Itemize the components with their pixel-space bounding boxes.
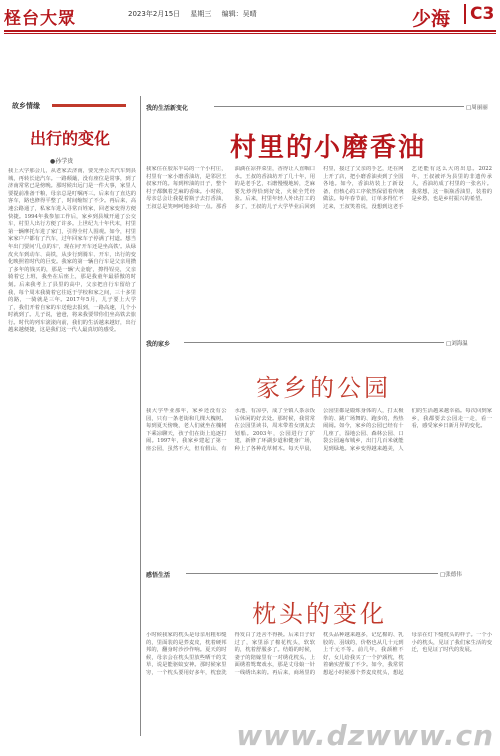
left-article-title: 出行的变化 — [30, 129, 111, 148]
bottom-story-body: 小时候我家的枕头是母亲用粗布缝的，里面装的是荞麦皮，枕着硬邦邦的，翻身时沙沙作响。夏天的时候，母亲会在枕头里放些晒干的艾草，说是能驱蚊安神。那时候家里穷，一个枕头要用好多年，枕套洗得发白了还舍不得换。后来日子好过了，家里添了棉花枕头，软软的，枕着舒服多了。结婚的时候，妻子的陪嫁里有一对绣花枕头，上面绣着鸳鸯戏水，那是丈母娘一针一线绣出来的。再后来，商场里的枕头品种越来越多，记忆棉的、乳胶的、羽绒的，价格也从几十元到上千元不等。前几年，我颈椎不好，女儿给我买了一个护颈枕，枕着确实舒服了不少。如今，我常常想起小时候那个荞麦皮枕头，想起母亲在灯下缝枕头的样子。一个小小的枕头，见证了我们家生活的变迁，也见证了时代的发展。 — [146, 632, 492, 676]
bottom-story-title: 枕头的变化 — [252, 600, 387, 628]
left-article-body: 我上大学那会儿，从老家去济南，要先坐公共汽车到县城，再转长途汽车。一路颠簸，没有座位是常事，到了济南常常已是傍晚。那时候出远门是一件大事，家里人要提前准备干粮，母亲总是叮嘱再三。后来有了直达的客车，路也修得平整了，时间缩短了不少。再后来，高速公路通了，私家车进入寻常百姓家，回老家变得方便快捷。1994年我参加工作后，家乡到县城开通了公交车，村里人出行方便了许多。上世纪九十年代末，村里第一辆摩托车进了家门，引得全村人围观。如今，村里家家户户都有了汽车，过年回家车子停满了村道。想当年出门要问'几点的车'，现在问'开车还是坐高铁'。从绿皮火车到动车、高铁，从步行到骑车、开车，出行的变化映照着时代的巨变。我家的第一辆自行车是父亲用攒了多年的钱买的，那是一辆'大金鹿'，擦得锃亮，父亲骑着它上班，我坐在后座上，那是我童年最骄傲的时刻。后来我考上了县里的高中，父亲把自行车留给了我，每个周末我骑着它往返于学校和家之间，三十多里的路，一骑就是三年。2017年5月，儿子要上大学了，我们开着自家的车送他去报到，一路高速，几个小时就到了。儿子说，爸爸，将来我要带你们坐高铁去旅行。时代的列车滚滚向前，我们的生活越来越好，出行越来越便捷，这是我们这一代人最真切的感受。 — [8, 168, 136, 334]
header-rule — [4, 30, 496, 32]
top-story-rule — [214, 106, 464, 107]
top-story-byline: □周丽丽 — [466, 105, 488, 111]
section-name: 少海 — [412, 8, 451, 30]
left-column-label: 故乡情缘 — [12, 102, 40, 110]
bottom-story-byline: □张德伟 — [440, 572, 462, 578]
site-watermark: www.dzwww.cn — [236, 719, 494, 752]
top-story-body: 我家住在胶东半岛的一个小村庄，村里有一家小磨香油坊，是邻居王叔家开的。每到榨油的日子，整个村子都飘着芝麻的香味。小时候，母亲总会让我提着瓶子去打香油，王叔总是笑呵呵地多给一点。那香油滴在凉拌菜里，香得让人直咽口水。王叔的香油坊开了几十年，用的是老手艺，石磨慢慢地转，芝麻要先炒得恰到好处，火候全凭经验。后来，村里年轻人外出打工的多了，王叔的儿子大学毕业后回到村里，接过了父亲的手艺，还在网上开了店，把小磨香油卖到了全国各地。如今，香油坊装上了新设备，但核心的工序依然保留着传统做法。每年春节前，订单多得忙不过来，王叔笑着说，没想到这老手艺还能有这么大的出息。2022年，王叔被评为县里的非遗传承人，香油坊成了村里的一张名片。我常想，这一瓶瓶香油里，装着的是乡愁，也是乡村振兴的希望。 — [146, 166, 492, 210]
issue-meta — [128, 9, 265, 19]
page-number: C3 — [464, 4, 494, 24]
header-rule-thin — [4, 33, 496, 34]
left-article-author: ●孙学贵 — [50, 158, 74, 165]
middle-story-title: 家乡的公园 — [256, 374, 391, 402]
bottom-story-rule — [186, 573, 438, 574]
left-column-label-bar — [52, 104, 126, 107]
column-divider — [140, 96, 141, 736]
top-story-label: 我的生活新变化 — [146, 105, 189, 112]
issue-weekday: 星期三 — [190, 10, 212, 18]
bottom-story-label: 感悟生活 — [146, 572, 171, 579]
issue-date: 2023年2月15日 — [128, 10, 181, 18]
issue-editor: 编辑：吴晴 — [221, 10, 257, 18]
middle-story-rule — [184, 342, 444, 343]
middle-story-body: 我大学毕业那年，家乡还没有公园，只有一条老街和几棵大槐树。每到夏天傍晚，老人们就坐在槐树下乘凉聊天，孩子们在街上追逐打闹。1997年，我家乡建起了第一座公园，虽然不大，但有假山、有水池、有凉亭，成了全镇人茶余饭后休闲的好去处。那时候，我常常在公园里读书，周末带着女朋友去划船。2003年，公园进行了扩建，新修了环湖步道和健身广场，种上了各种花草树木。每天早晨，公园里都是锻炼身体的人，打太极拳的、跳广场舞的、跑步的，热热闹闹。如今，家乡的公园已经有十几座了，湿地公园、森林公园、口袋公园遍布城乡，出门几百米就能见到绿地。家乡变得越来越美，人们的生活越来越幸福。每次回到家乡，我都要去公园走一走，看一看，感受家乡日新月异的变化。 — [146, 408, 492, 452]
middle-story-label: 我的家乡 — [146, 341, 171, 348]
top-story-title: 村里的小磨香油 — [230, 133, 427, 163]
middle-story-byline: □刘海温 — [446, 341, 468, 347]
newspaper-logo: 柽台大眾 — [4, 9, 76, 26]
